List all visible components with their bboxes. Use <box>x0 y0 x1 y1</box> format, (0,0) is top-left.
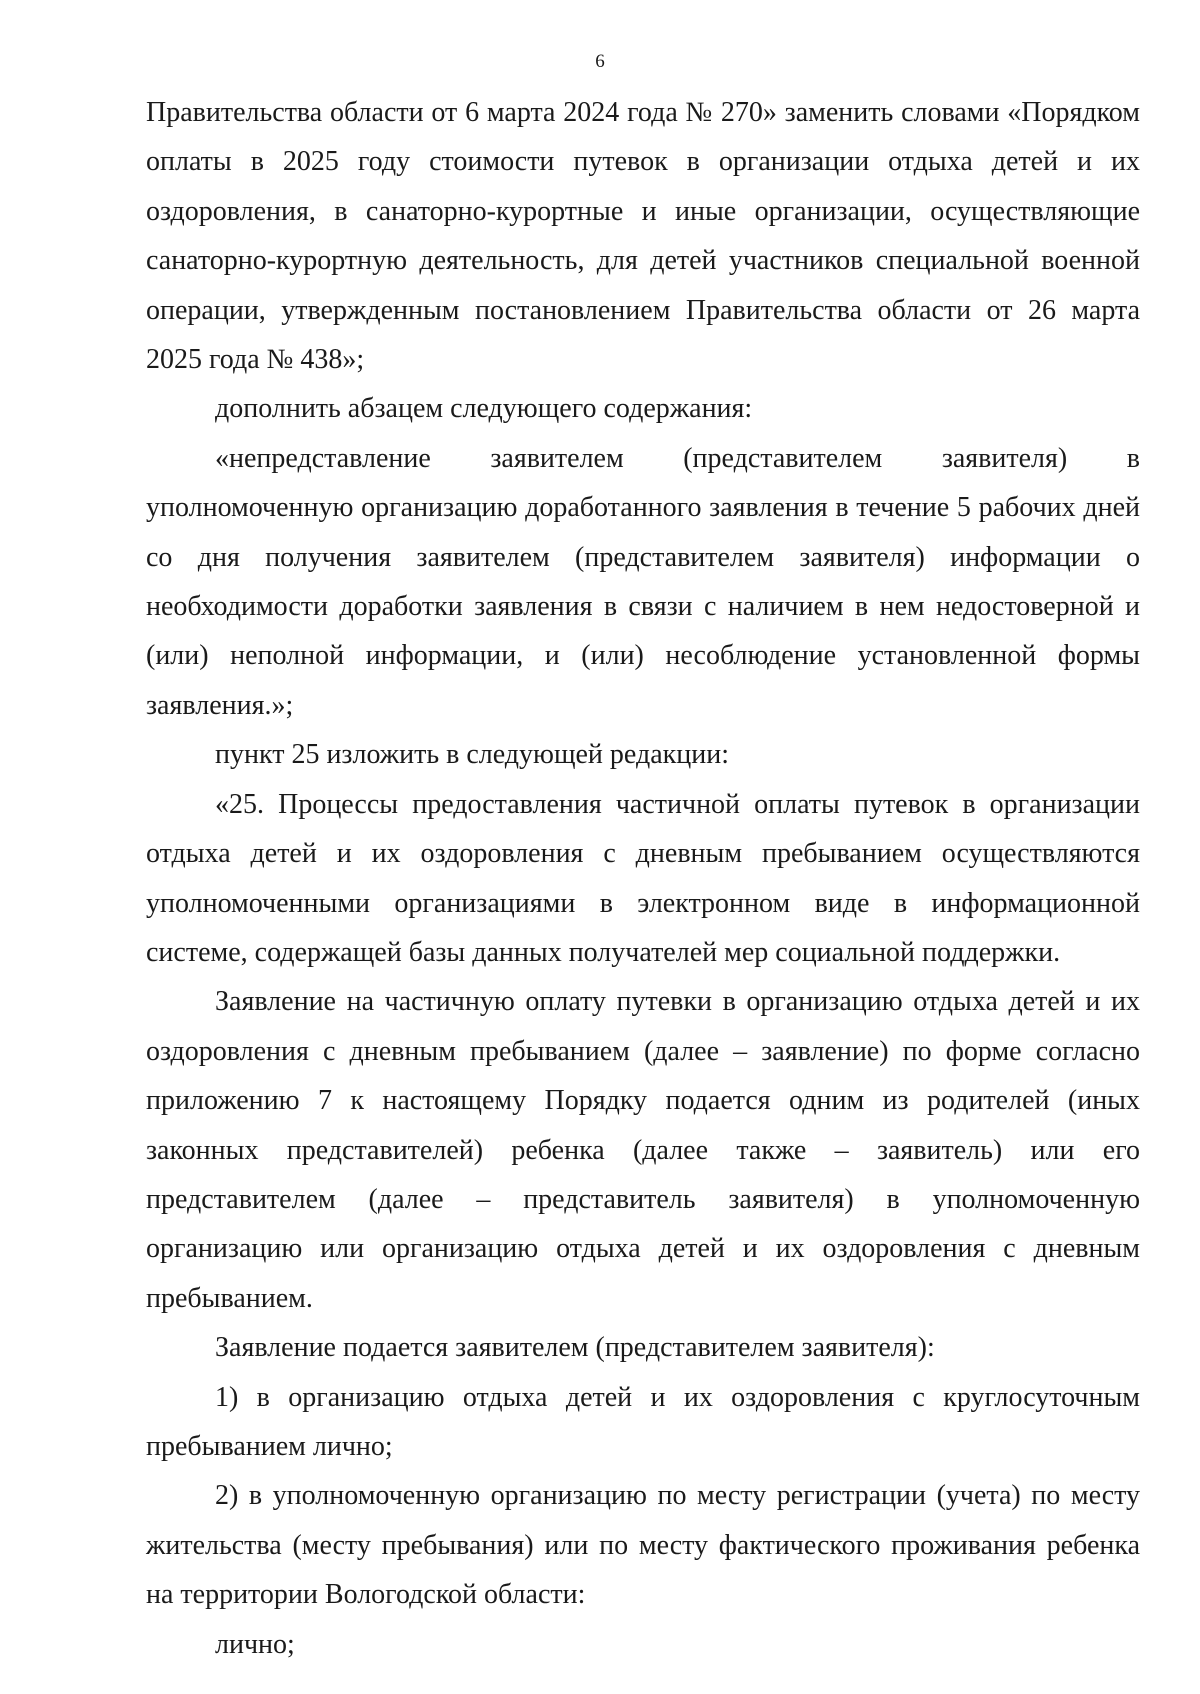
document-body <box>146 88 1140 1669</box>
list-item-in-person: лично; <box>215 1628 295 1660</box>
paragraph-application: Заявление на частичную оплату путевки в организацию отдыха детей и их оздоровления с дневным пребыванием (далее – заявление) по форме согласно приложению 7 к настоящему Порядку подается одним из родителей (иных законных представителей) ребенка (далее также – заявитель) или его представителем (далее – представитель заявителя) в уполномоченную организацию или организацию отдыха детей и их оздоровления с дневным пребыванием. <box>146 986 1140 1314</box>
paragraph-item-25: «25. Процессы предоставления частичной оплаты путевок в организации отдыха детей и их оздоровления с дневным пребыванием осуществляются уполномоченными организациями в электронном виде в информационной системе, содержащей базы данных получателей мер социальной поддержки. <box>146 788 1140 968</box>
paragraph-continuation: Правительства области от 6 марта 2024 года № 270» заменить словами «Порядком оплаты в 2025 году стоимости путевок в организации отдыха детей и их оздоровления, в санаторно-курортные и иные организации, осуществляющие санаторно-курортную деятельность, для детей участников специальной военной операции, утвержденным постановлением Правительства области от 26 марта 2025 года № 438»; <box>146 97 1140 376</box>
paragraph-quoted-addition: «непредставление заявителем (представителем заявителя) в уполномоченную организацию доработанного заявления в течение 5 рабочих дней со дня получения заявителем (представителем заявителя) информации о необходимости доработки заявления в связи с наличием в нем недостоверной и (или) неполной информации, и (или) несоблюдение установленной формы заявления.»; <box>146 442 1140 721</box>
paragraph-amendment-intro: дополнить абзацем следующего содержания: <box>215 393 753 425</box>
paragraph-item-25-intro: пункт 25 изложить в следующей редакции: <box>215 739 729 771</box>
paragraph-submission: Заявление подается заявителем (представителем заявителя): <box>215 1332 935 1364</box>
page-number: 6 <box>595 51 605 72</box>
list-item-1: 1) в организацию отдыха детей и их оздоровления с круглосуточным пребыванием лично; <box>146 1381 1140 1462</box>
list-item-2: 2) в уполномоченную организацию по месту регистрации (учета) по месту жительства (месту пребывания) или по месту фактического проживания ребенка на территории Вологодской области: <box>146 1480 1140 1611</box>
